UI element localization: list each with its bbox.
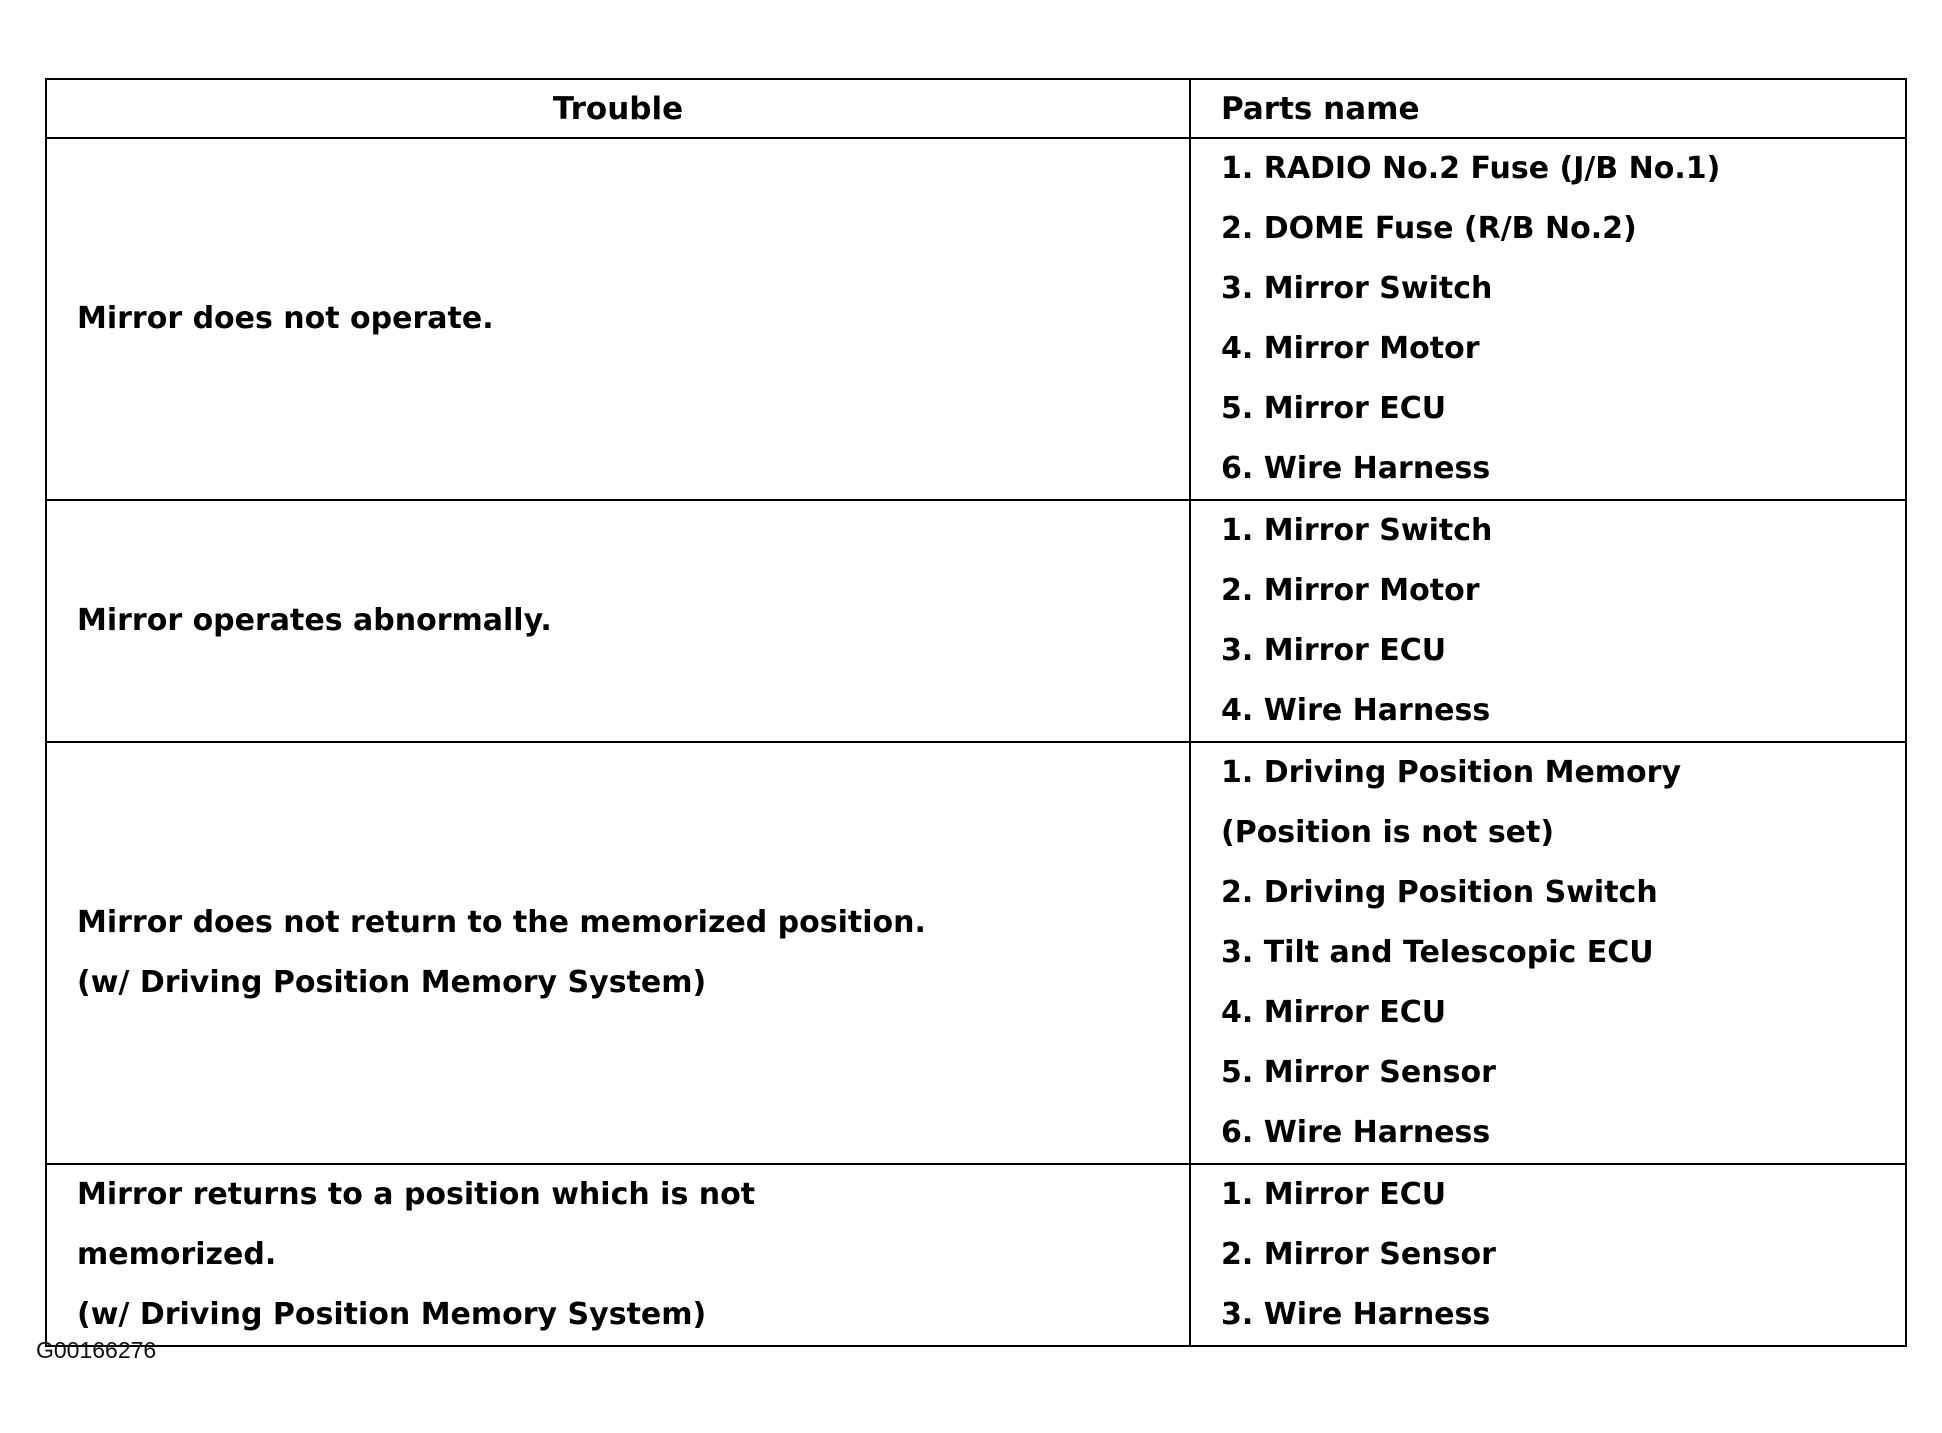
table-row <box>46 138 1906 500</box>
part-item: 1. RADIO No.2 Fuse (J/B No.1) <box>1221 151 1721 186</box>
trouble-text: Mirror operates abnormally. <box>77 603 552 638</box>
trouble-text: memorized. <box>77 1237 277 1272</box>
part-item: (Position is not set) <box>1221 815 1555 850</box>
header-row <box>46 79 1906 138</box>
part-item: 1. Driving Position Memory <box>1221 755 1682 790</box>
parts-list <box>1221 501 1905 741</box>
parts-list <box>1221 743 1905 1163</box>
trouble-text: (w/ Driving Position Memory System) <box>77 965 707 1000</box>
table-row <box>46 500 1906 742</box>
figure-id: G00166276 <box>36 1337 157 1363</box>
trouble-cell <box>46 742 1190 1164</box>
parts-cell <box>1190 500 1906 742</box>
part-item: 4. Mirror Motor <box>1221 331 1480 366</box>
part-item: 3. Wire Harness <box>1221 1297 1491 1332</box>
part-item: 2. Driving Position Switch <box>1221 875 1658 910</box>
header-parts-name: Parts name <box>1190 79 1906 138</box>
header-trouble: Trouble <box>46 79 1190 138</box>
part-item: 1. Mirror ECU <box>1221 1177 1447 1212</box>
part-item: 2. Mirror Motor <box>1221 573 1480 608</box>
table-row <box>46 742 1906 1164</box>
parts-list <box>1221 139 1905 499</box>
trouble-text: Mirror returns to a position which is not <box>77 1177 756 1212</box>
trouble-cell <box>46 1164 1190 1346</box>
trouble-text: Mirror does not return to the memorized position. <box>77 905 926 940</box>
part-item: 5. Mirror Sensor <box>1221 1055 1496 1090</box>
parts-list <box>1221 1165 1905 1345</box>
trouble-text: (w/ Driving Position Memory System) <box>77 1297 707 1332</box>
part-item: 5. Mirror ECU <box>1221 391 1447 426</box>
part-item: 4. Wire Harness <box>1221 693 1491 728</box>
trouble-text: Mirror does not operate. <box>77 301 494 336</box>
part-item: 6. Wire Harness <box>1221 1115 1491 1150</box>
parts-cell <box>1190 742 1906 1164</box>
part-item: 3. Mirror ECU <box>1221 633 1447 668</box>
trouble-cell <box>46 138 1190 500</box>
trouble-cell <box>46 500 1190 742</box>
part-item: 6. Wire Harness <box>1221 451 1491 486</box>
trouble-table <box>45 78 1907 1347</box>
table-row <box>46 1164 1906 1346</box>
parts-cell <box>1190 1164 1906 1346</box>
part-item: 3. Mirror Switch <box>1221 271 1493 306</box>
part-item: 3. Tilt and Telescopic ECU <box>1221 935 1654 970</box>
part-item: 2. Mirror Sensor <box>1221 1237 1496 1272</box>
part-item: 2. DOME Fuse (R/B No.2) <box>1221 211 1637 246</box>
part-item: 4. Mirror ECU <box>1221 995 1447 1030</box>
part-item: 1. Mirror Switch <box>1221 513 1493 548</box>
parts-cell <box>1190 138 1906 500</box>
